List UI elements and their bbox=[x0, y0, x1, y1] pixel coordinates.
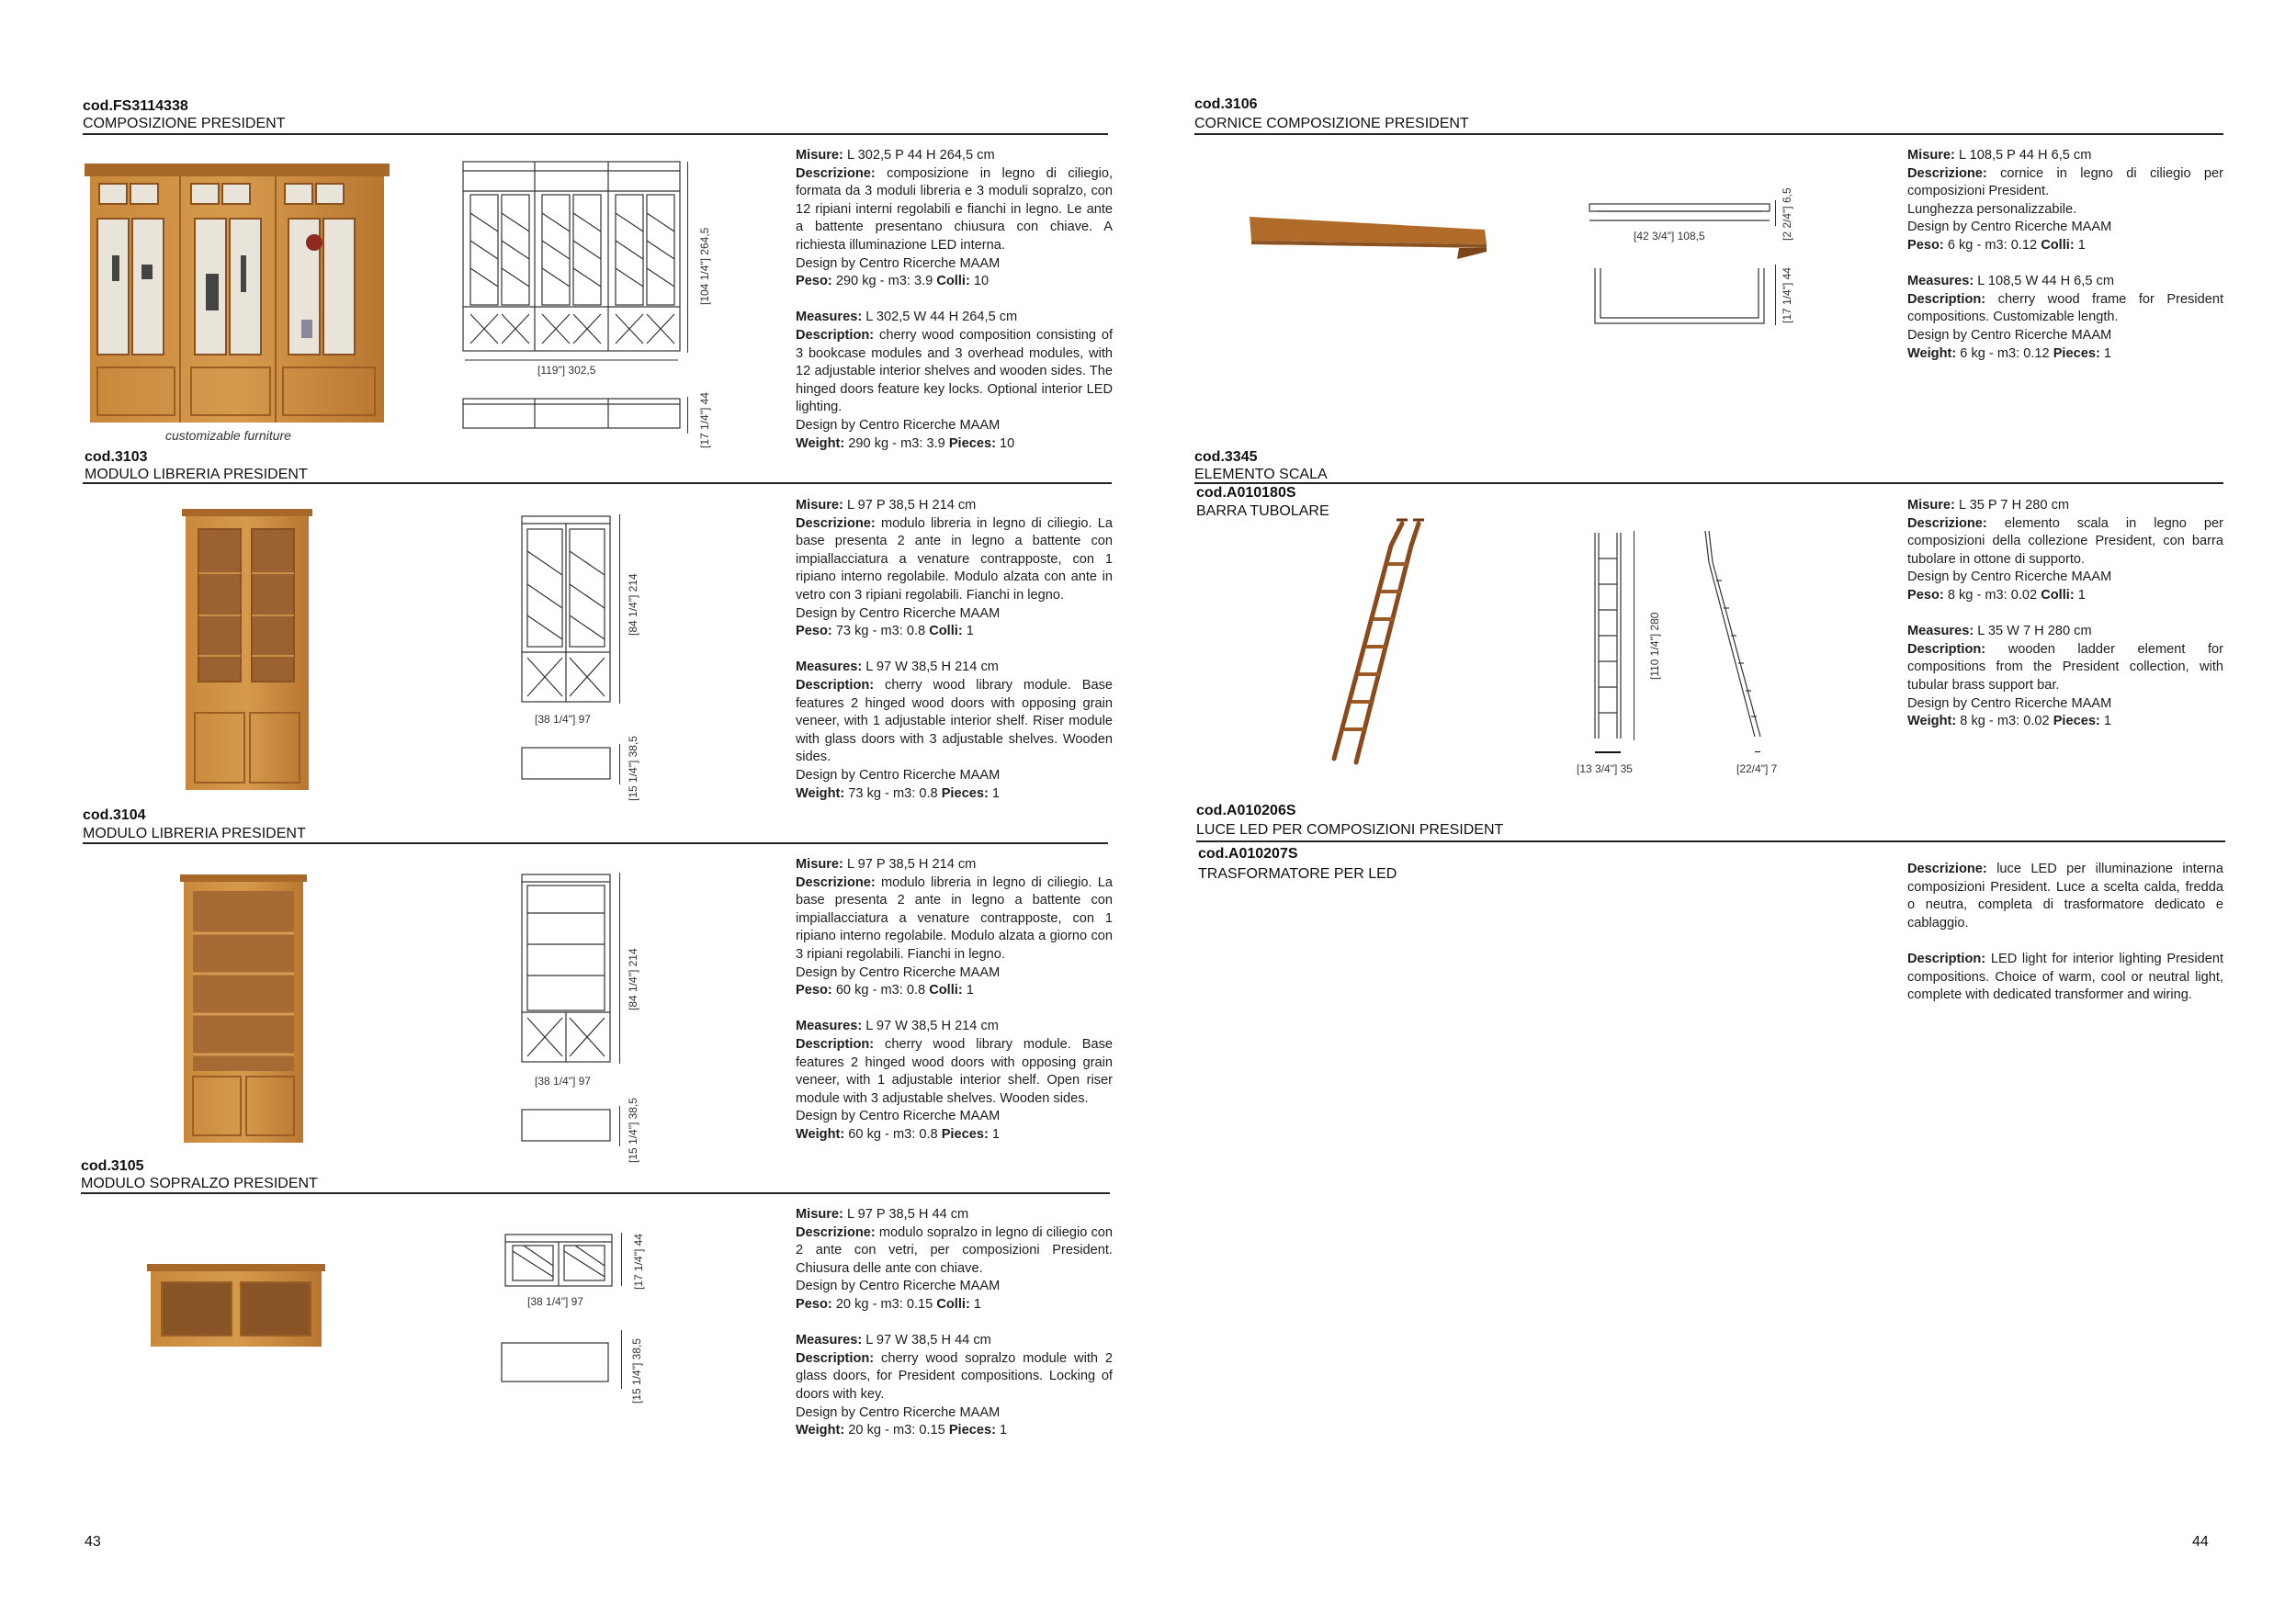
product-description-block: Misure: L 302,5 P 44 H 264,5 cm Descrizione: composizione in legno di ciliegio, formata da 3 moduli libreria e 3 moduli sopralzo, con 12 ripiani interni regolabili e fianchi in legno. Le ante a battente presentano chiusura con chiave. A richiesta illuminazione LED interna. Design by Centro Ricerche MAAM Peso: 290 kg - m3: 3.9 Colli: 10 Measures: L 302,5 W 44 H 264,5 cm Description: cherry wood composition consisting of 3 bookcase modules and 3 overhead modules, with 12 adjustable interior shelves and wooden sides. The hinged doors feature key locks. Optional interior LED lighting. Design by Centro Ricerche MAAM Weight: 290 kg - m3: 3.9 Pieces: 10 bbox=[796, 148, 1114, 451]
product-description-block: Misure: L 97 P 38,5 H 214 cm Descrizione: modulo libreria in legno di ciliegio. La base presenta 2 ante in legno a battente con impiallacciatura a venature contrapposte, con 1 ripiano interno regolabile. Modulo alzata con ante in vetro con 3 ripiani regolabili. Fianchi in legno. Design by Centro Ricerche MAAM Peso: 73 kg - m3: 0.8 Colli: 1 Measures: L 97 W 38,5 H 214 cm Description: cherry wood library module. Base features 2 hinged wood doors with opposing grain veneer, with 1 adjustable interior shelf. Riser module with glass doors with 3 adjustable shelves. Wooden sides. Design by Centro Ricerche MAAM Weight: 73 kg - m3: 0.8 Pieces: 1 bbox=[796, 498, 1113, 801]
section-rule bbox=[81, 1192, 1110, 1194]
dim-line bbox=[687, 397, 688, 434]
product-code: cod.3105 bbox=[81, 1158, 144, 1174]
library-module-3104-top-drawing bbox=[520, 1108, 612, 1143]
section-rule bbox=[83, 133, 1108, 135]
product-title: MODULO LIBRERIA PRESIDENT bbox=[83, 826, 306, 841]
product-code: cod.3104 bbox=[83, 807, 146, 823]
dim-depth: [17 1/4"] 44 bbox=[1781, 267, 1793, 323]
product-description-block: Misure: L 97 P 38,5 H 214 cm Descrizione: modulo libreria in legno di ciliegio. La base presenta 2 ante in legno a battente con impiallacciatura a venature contrapposte, con 1 ripiano interno regolabile. Modulo alzata a giorno con 3 ripiani regolabili. Fianchi in legno. Design by Centro Ricerche MAAM Peso: 60 kg - m3: 0.8 Colli: 1 Measures: L 97 W 38,5 H 214 cm Description: cherry wood library module. Base features 2 hinged wood doors with opposing grain veneer, with 1 adjustable interior shelf. Open riser module with 3 adjustable shelves. Wooden sides. Design by Centro Ricerche MAAM Weight: 60 kg - m3: 0.8 Pieces: 1 bbox=[796, 857, 1113, 1142]
product-code-secondary: cod.A010180S bbox=[1196, 485, 1296, 501]
product-title: MODULO SOPRALZO PRESIDENT bbox=[81, 1176, 318, 1191]
section-rule bbox=[1194, 482, 2223, 484]
product-title: LUCE LED PER COMPOSIZIONI PRESIDENT bbox=[1196, 822, 1504, 838]
product-code: cod.A010206S bbox=[1196, 803, 1296, 818]
dim-line bbox=[621, 1233, 622, 1286]
dim-width: [13 3/4"] 35 bbox=[1577, 762, 1633, 775]
dim-line bbox=[1775, 265, 1776, 325]
dim-depth: [15 1/4"] 38,5 bbox=[627, 1098, 639, 1163]
product-description-block: Descrizione: luce LED per illuminazione interna composizioni President. Luce a scelta calda, fredda o neutra, completa di trasformatore dedicato e cablaggio. Description: LED light for interior lighting President compositions. Choice of warm, cool or neutral light, complete with dedicated transformer and wiring. bbox=[1907, 862, 2223, 1003]
page-number: 44 bbox=[2192, 1534, 2209, 1550]
product-title: MODULO LIBRERIA PRESIDENT bbox=[85, 467, 308, 482]
dim-line bbox=[1775, 200, 1776, 226]
library-module-3103-photo bbox=[182, 509, 312, 790]
dim-line bbox=[687, 162, 688, 353]
dim-depth: [15 1/4"] 38,5 bbox=[627, 736, 639, 801]
dim-height: [17 1/4"] 44 bbox=[632, 1234, 645, 1290]
library-module-3104-drawing bbox=[520, 873, 612, 1064]
dim-line bbox=[619, 873, 620, 1064]
product-description-block: Misure: L 108,5 P 44 H 6,5 cm Descrizione: cornice in legno di ciliegio per composizioni President. Lunghezza personalizzabile. Design by Centro Ricerche MAAM Peso: 6 kg - m3: 0.12 Colli: 1 Measures: L 108,5 W 44 H 6,5 cm Description: cherry wood frame for President compositions. Customizable length. Design by Centro Ricerche MAAM Weight: 6 kg - m3: 0.12 Pieces: 1 bbox=[1907, 148, 2224, 361]
dim-line bbox=[621, 1330, 622, 1389]
dim-width: [42 3/4"] 108,5 bbox=[1634, 230, 1705, 242]
product-title: CORNICE COMPOSIZIONE PRESIDENT bbox=[1194, 116, 1469, 131]
product-title: ELEMENTO SCALA bbox=[1194, 467, 1328, 482]
product-title-secondary: BARRA TUBOLARE bbox=[1196, 503, 1329, 519]
library-module-3103-drawing bbox=[520, 514, 612, 704]
composition-top-drawing bbox=[461, 397, 682, 430]
dim-height: [110 1/4"] 280 bbox=[1648, 612, 1661, 680]
dim-depth: [17 1/4"] 44 bbox=[698, 392, 711, 448]
dim-line bbox=[1755, 751, 1760, 752]
ladder-3345-photo bbox=[1323, 518, 1430, 768]
dim-width: [38 1/4"] 97 bbox=[527, 1295, 583, 1308]
dim-height: [84 1/4"] 214 bbox=[627, 573, 639, 636]
product-code: cod.3103 bbox=[85, 449, 148, 465]
product-code: cod.FS3114338 bbox=[83, 98, 188, 114]
product-code: cod.3106 bbox=[1194, 96, 1258, 112]
dim-width: [38 1/4"] 97 bbox=[535, 1075, 591, 1088]
sopralzo-3105-top-drawing bbox=[500, 1341, 610, 1383]
library-module-3103-top-drawing bbox=[520, 746, 612, 781]
sopralzo-3105-photo bbox=[147, 1264, 325, 1347]
ladder-3345-front-drawing bbox=[1591, 531, 1624, 740]
dim-width: [119"] 302,5 bbox=[537, 364, 596, 377]
dim-height: [104 1/4"] 264,5 bbox=[698, 227, 711, 305]
product-description-block: Misure: L 97 P 38,5 H 44 cm Descrizione: modulo sopralzo in legno di ciliegio con 2 ante con vetri, per composizioni President. Chiusura delle ante con chiave. Design by Centro Ricerche MAAM Peso: 20 kg - m3: 0.15 Colli: 1 Measures: L 97 W 38,5 H 44 cm Description: cherry wood sopralzo module with 2 glass doors, for President compositions. Locking of doors with key. Design by Centro Ricerche MAAM Weight: 20 kg - m3: 0.15 Pieces: 1 bbox=[796, 1207, 1113, 1438]
product-code: cod.3345 bbox=[1194, 449, 1258, 465]
dim-line bbox=[619, 514, 620, 704]
product-title-secondary: TRASFORMATORE PER LED bbox=[1198, 866, 1397, 882]
dim-line bbox=[619, 744, 620, 784]
cornice-3106-front-drawing bbox=[1588, 200, 1771, 224]
cornice-3106-top-drawing bbox=[1593, 266, 1766, 325]
dim-line bbox=[1595, 751, 1621, 753]
product-title: COMPOSIZIONE PRESIDENT bbox=[83, 116, 286, 131]
product-description-block: Misure: L 35 P 7 H 280 cm Descrizione: elemento scala in legno per composizioni della collezione President, con barra tubolare in ottone di supporto. Design by Centro Ricerche MAAM Peso: 8 kg - m3: 0.02 Colli: 1 Measures: L 35 W 7 H 280 cm Description: wooden ladder element for compositions from the President collection, with tubular brass support bar. Design by Centro Ricerche MAAM Weight: 8 kg - m3: 0.02 Pieces: 1 bbox=[1907, 498, 2224, 729]
composition-front-drawing bbox=[461, 160, 682, 353]
product-code-secondary: cod.A010207S bbox=[1198, 846, 1298, 862]
dim-height: [2 2/4"] 6,5 bbox=[1781, 187, 1793, 241]
section-rule bbox=[1194, 133, 2223, 135]
section-rule bbox=[83, 842, 1108, 844]
dim-width: [38 1/4"] 97 bbox=[535, 713, 591, 726]
section-rule bbox=[1196, 840, 2225, 842]
page-number: 43 bbox=[85, 1534, 101, 1550]
ladder-3345-side-drawing bbox=[1702, 529, 1766, 739]
library-module-3104-photo bbox=[180, 874, 307, 1143]
image-caption: customizable furniture bbox=[165, 428, 291, 443]
dim-height: [84 1/4"] 214 bbox=[627, 948, 639, 1010]
dim-depth: [22/4"] 7 bbox=[1736, 762, 1778, 775]
composition-photo bbox=[85, 164, 390, 423]
sopralzo-3105-drawing bbox=[503, 1233, 614, 1288]
dim-line bbox=[619, 1106, 620, 1146]
dim-depth: [15 1/4"] 38,5 bbox=[630, 1338, 643, 1404]
cornice-3106-photo bbox=[1246, 215, 1488, 259]
section-rule bbox=[83, 482, 1112, 484]
